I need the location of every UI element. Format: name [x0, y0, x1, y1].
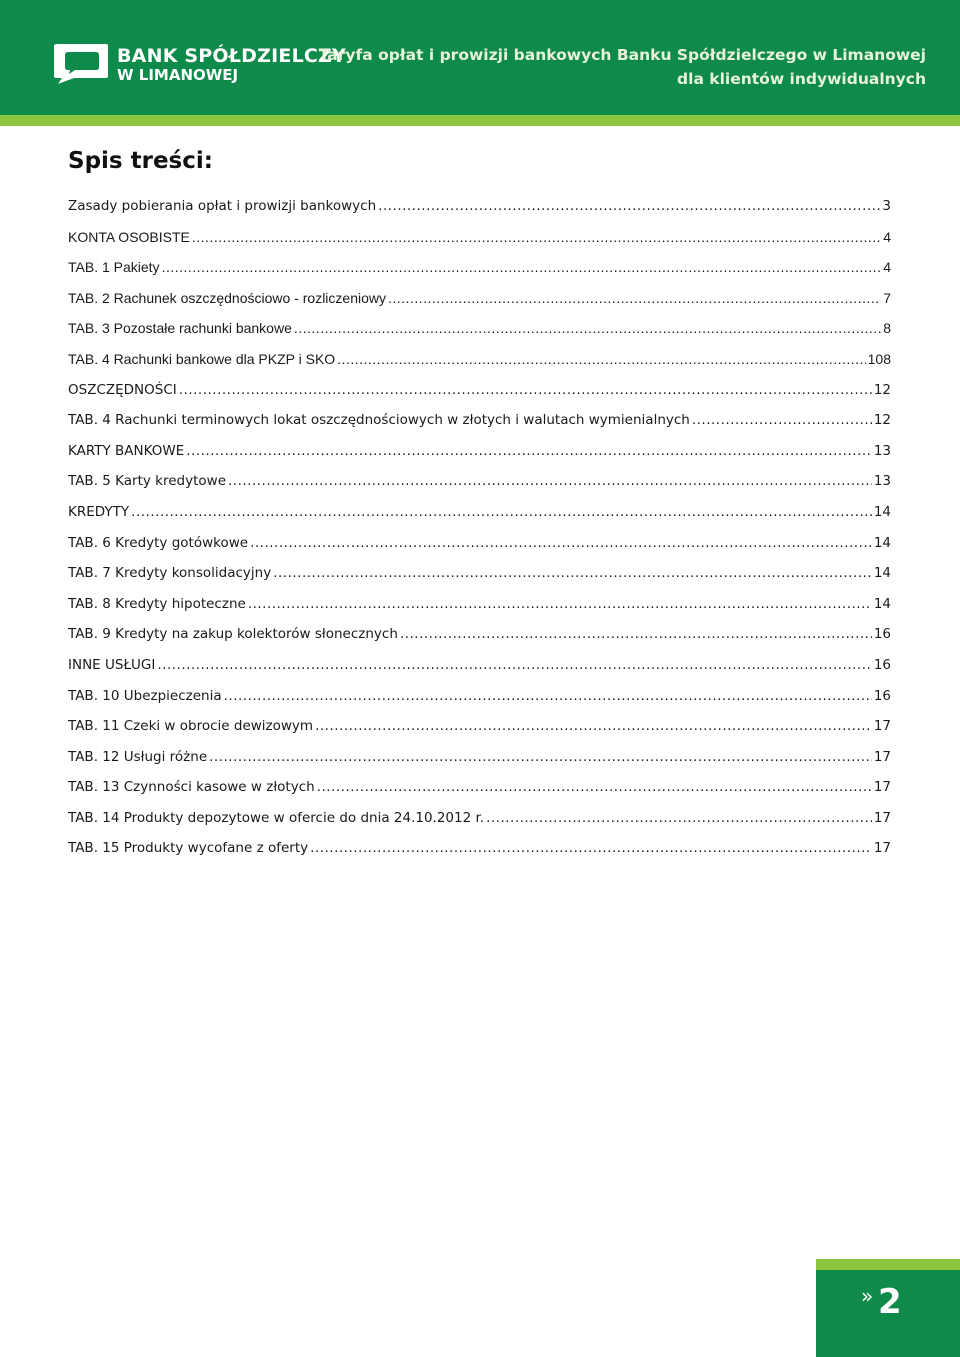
toc-entry-leader: [388, 290, 881, 306]
toc-entry[interactable]: [68, 688, 891, 719]
toc-entry-label: TAB. 2 Rachunek oszczędnościowo - rozliczeniowy: [68, 289, 386, 306]
toc-entry[interactable]: [68, 596, 891, 627]
toc-entry-page: 3: [882, 198, 891, 214]
toc-entry-page: 14: [873, 595, 891, 612]
toc-entry-leader: [228, 473, 872, 489]
toc-entry-label: TAB. 5 Karty kredytowe: [68, 473, 227, 490]
toc-entry-label: TAB. 13 Czynności kasowe w złotych: [68, 779, 315, 796]
toc-entry[interactable]: [68, 382, 891, 413]
toc-entry-page: 4: [883, 259, 891, 276]
toc-entry-label: TAB. 14 Produkty depozytowe w ofercie do dnia 24.10.2012 r.: [68, 809, 485, 826]
toc-entry-leader: [131, 504, 872, 520]
toc-entry-page: 108: [867, 350, 891, 367]
toc-entry-page: 17: [873, 779, 891, 796]
toc-entry-label: TAB. 10 Ubezpieczenia: [68, 687, 222, 704]
bank-logo: [52, 42, 346, 86]
document-title-line2: dla klientów indywidualnych: [677, 70, 926, 88]
toc-entry-label: TAB. 4 Rachunki terminowych lokat oszczędnościowych w złotych i walutach wymienialnych: [68, 412, 690, 429]
brand-location: W LIMANOWEJ: [117, 66, 239, 84]
toc-entry[interactable]: [68, 351, 891, 382]
toc-entry[interactable]: [68, 565, 891, 596]
toc-entry[interactable]: [68, 626, 891, 657]
toc-entry-label: TAB. 8 Kredyty hipoteczne: [68, 595, 246, 612]
toc-entry-leader: [337, 351, 865, 367]
toc-entry-leader: [486, 810, 872, 826]
toc-entry-page: 16: [873, 687, 891, 704]
toc-entry-leader: [250, 535, 872, 551]
toc-entry-label: TAB. 9 Kredyty na zakup kolektorów słonecznych: [68, 626, 398, 643]
toc-entry-page: 8: [883, 320, 891, 337]
toc-entry-label: Zasady pobierania opłat i prowizji bankowych: [68, 198, 377, 214]
toc-entry[interactable]: [68, 412, 891, 443]
toc-entry[interactable]: [68, 810, 891, 841]
toc-entry-page: 14: [873, 565, 891, 582]
toc-entry-page: 7: [883, 289, 891, 306]
toc-entry-page: 13: [873, 442, 891, 459]
toc-entry-leader: [400, 626, 872, 642]
document-title-line1: Taryfa opłat i prowizji bankowych Banku Spółdzielczego w Limanowej: [318, 46, 926, 64]
toc-entry-page: 17: [873, 748, 891, 765]
toc-entry-page: 12: [873, 412, 891, 429]
toc-entry[interactable]: [68, 840, 891, 871]
toc-entry[interactable]: [68, 198, 891, 229]
toc-entry-label: TAB. 12 Usługi różne: [68, 748, 208, 765]
toc-entry[interactable]: [68, 779, 891, 810]
toc-entry[interactable]: [68, 290, 891, 321]
toc-entry-label: TAB. 7 Kredyty konsolidacyjny: [68, 565, 272, 582]
toc-entry-page: 12: [873, 381, 891, 398]
toc-entry-leader: [310, 840, 872, 856]
toc-entry-leader: [192, 229, 881, 245]
toc-entry[interactable]: [68, 504, 891, 535]
page-number-box: [816, 1270, 960, 1357]
toc-entry-page: 14: [873, 503, 891, 520]
toc-entry[interactable]: [68, 718, 891, 749]
toc-entry-page: 16: [873, 656, 891, 673]
toc-entry-leader: [157, 657, 871, 673]
toc-entry[interactable]: [68, 535, 891, 566]
document-title: [319, 43, 926, 91]
toc-entry-leader: [315, 718, 872, 734]
toc-entry-leader: [186, 443, 872, 459]
toc-entry[interactable]: [68, 320, 891, 351]
brand-name: BANK SPÓŁDZIELCZY: [117, 45, 346, 67]
toc-entry-label: TAB. 6 Kredyty gotówkowe: [68, 534, 249, 551]
toc-entry[interactable]: [68, 749, 891, 780]
toc-entry-leader: [273, 565, 872, 581]
toc-entry-label: TAB. 15 Produkty wycofane z oferty: [68, 840, 309, 857]
toc-entry-label: OSZCZĘDNOŚCI: [68, 381, 177, 398]
toc-entry-page: 17: [873, 809, 891, 826]
toc-entry-label: INNE USŁUGI: [68, 656, 156, 673]
toc-entry[interactable]: [68, 473, 891, 504]
toc-entry-label: KONTA OSOBISTE: [68, 228, 190, 245]
page-marker-icon: »: [861, 1284, 874, 1308]
toc-entry-leader: [378, 198, 880, 214]
toc-entry-label: TAB. 4 Rachunki bankowe dla PKZP i SKO: [68, 350, 336, 367]
toc-entry-leader: [224, 688, 872, 704]
toc-entry[interactable]: [68, 259, 891, 290]
toc-entry-page: 16: [873, 626, 891, 643]
toc-entry-page: 17: [873, 840, 891, 857]
page-number-accent-stripe: [816, 1259, 960, 1270]
header-accent-stripe: [0, 115, 960, 126]
toc-entry[interactable]: [68, 229, 891, 260]
toc-entry-leader: [294, 320, 881, 336]
toc-entry-page: 17: [873, 718, 891, 735]
toc-entry-leader: [248, 596, 872, 612]
toc-entry-label: TAB. 3 Pozostałe rachunki bankowe: [68, 320, 292, 337]
toc-entry-label: TAB. 1 Pakiety: [68, 259, 160, 276]
page-number: 2: [878, 1282, 902, 1322]
toc-entry-leader: [162, 259, 882, 275]
toc-entry-label: TAB. 11 Czeki w obrocie dewizowym: [68, 718, 314, 735]
toc-entry-label: KREDYTY: [68, 503, 130, 520]
toc-entry[interactable]: [68, 443, 891, 474]
toc-entry-page: 4: [883, 228, 891, 245]
page-header: [0, 0, 960, 115]
toc-entry[interactable]: [68, 657, 891, 688]
toc-entry-leader: [209, 749, 872, 765]
toc-entry-leader: [179, 382, 872, 398]
toc-entry-page: 13: [873, 473, 891, 490]
toc-entry-label: KARTY BANKOWE: [68, 442, 185, 459]
toc-entry-page: 14: [873, 534, 891, 551]
table-of-contents: [68, 198, 891, 871]
speech-bubble-logo-icon: [52, 42, 110, 84]
toc-entry-leader: [317, 779, 872, 795]
toc-heading: Spis treści:: [68, 148, 213, 174]
toc-entry-leader: [692, 412, 872, 428]
